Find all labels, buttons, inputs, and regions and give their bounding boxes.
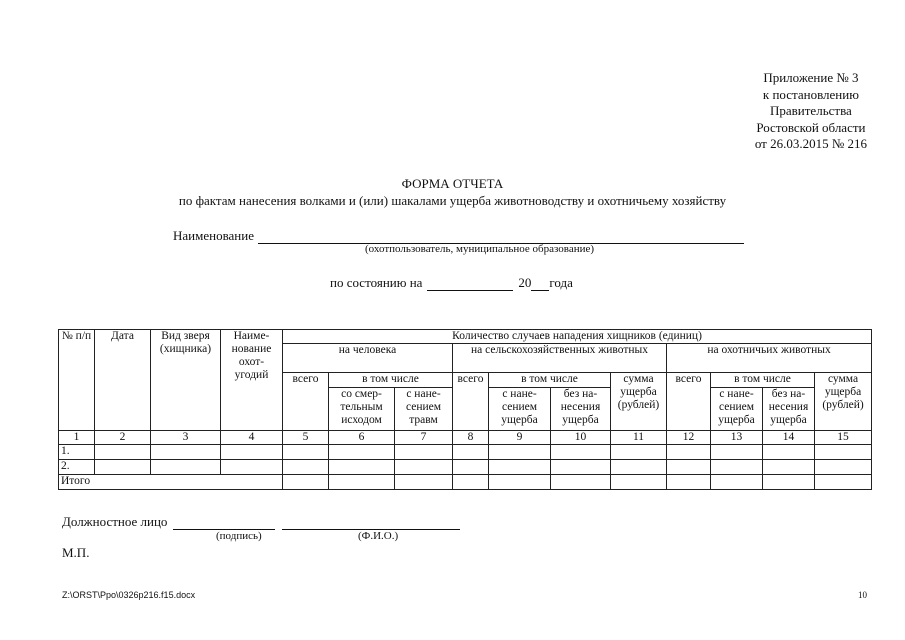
- table-cell[interactable]: [489, 475, 551, 490]
- header-human-including: в том числе: [329, 373, 453, 388]
- as-of-year-line[interactable]: [531, 276, 549, 291]
- appendix-line-1: Приложение № 3: [763, 70, 859, 85]
- table-cell[interactable]: [95, 460, 151, 475]
- name-input-line[interactable]: [258, 229, 744, 244]
- as-of-date-line[interactable]: [427, 276, 513, 291]
- table-cell[interactable]: [453, 460, 489, 475]
- table-cell[interactable]: [489, 445, 551, 460]
- table-cell[interactable]: [551, 460, 611, 475]
- table-cell[interactable]: [611, 475, 667, 490]
- page-number: 10: [858, 590, 867, 600]
- column-number-row: [59, 431, 872, 445]
- header-hunt-no-damage: без на- несения ущерба: [763, 388, 815, 431]
- column-number: 13: [711, 431, 763, 445]
- table-cell[interactable]: [763, 460, 815, 475]
- header-farm-damage: с нане- сением ущерба: [489, 388, 551, 431]
- form-title: ФОРМА ОТЧЕТА: [401, 176, 504, 191]
- as-of-label: по состоянию на: [330, 275, 423, 290]
- header-date: Дата: [95, 330, 151, 431]
- column-number: 1: [59, 431, 95, 445]
- column-number: 14: [763, 431, 815, 445]
- signature-row: [62, 514, 460, 530]
- table-row: [59, 460, 872, 475]
- header-hunt-including: в том числе: [711, 373, 815, 388]
- table-cell[interactable]: [329, 460, 395, 475]
- appendix-line-5: от 26.03.2015 № 216: [754, 136, 867, 151]
- as-of-suffix: года: [549, 275, 573, 290]
- table-cell[interactable]: [711, 475, 763, 490]
- header-farm-including: в том числе: [489, 373, 611, 388]
- table-cell[interactable]: [763, 475, 815, 490]
- header-farm-no-damage: без на- несения ущерба: [551, 388, 611, 431]
- table-cell[interactable]: [667, 460, 711, 475]
- header-num: № п/п: [59, 330, 95, 431]
- table-cell[interactable]: [151, 445, 221, 460]
- header-on-game-animals: на охотничьих животных: [667, 344, 872, 373]
- column-number: 4: [221, 431, 283, 445]
- table-row: [59, 445, 872, 460]
- fio-line[interactable]: [282, 515, 460, 530]
- header-attack-count: Количество случаев нападения хищников (единиц): [283, 330, 872, 344]
- table-cell[interactable]: [489, 460, 551, 475]
- table-cell[interactable]: [95, 445, 151, 460]
- table-cell[interactable]: [453, 475, 489, 490]
- appendix-block: [755, 70, 867, 153]
- column-number: 7: [395, 431, 453, 445]
- column-number: 8: [453, 431, 489, 445]
- column-number: 2: [95, 431, 151, 445]
- as-of-row: [330, 275, 573, 291]
- table-cell[interactable]: [151, 460, 221, 475]
- column-number: 3: [151, 431, 221, 445]
- name-hint: (охотпользователь, муниципальное образование): [365, 243, 595, 255]
- table-cell[interactable]: [395, 475, 453, 490]
- header-species: Вид зверя (хищника): [151, 330, 221, 431]
- table-cell[interactable]: [329, 445, 395, 460]
- header-hunt-total: всего: [667, 373, 711, 431]
- appendix-line-2: к постановлению: [762, 86, 859, 102]
- row-number: 1.: [59, 445, 95, 460]
- table-cell[interactable]: [395, 460, 453, 475]
- column-number: 12: [667, 431, 711, 445]
- header-injury: с нане- сением травм: [395, 388, 453, 431]
- official-label: Должностное лицо: [62, 514, 168, 529]
- total-label: Итого: [59, 475, 283, 490]
- signature-hint: (подпись): [216, 530, 262, 542]
- fio-hint: (Ф.И.О.): [358, 530, 399, 542]
- total-row: [59, 475, 872, 490]
- table-cell[interactable]: [815, 475, 872, 490]
- table-cell[interactable]: [611, 445, 667, 460]
- table-cell[interactable]: [667, 445, 711, 460]
- table-cell[interactable]: [815, 445, 872, 460]
- table-cell[interactable]: [667, 475, 711, 490]
- column-number: 15: [815, 431, 872, 445]
- name-label: Наименование: [173, 228, 254, 243]
- header-fatal: со смер- тельным исходом: [329, 388, 395, 431]
- file-path: Z:\ORST\Ppo\0326p216.f15.docx: [62, 590, 196, 600]
- column-number: 10: [551, 431, 611, 445]
- column-number: 9: [489, 431, 551, 445]
- table-cell[interactable]: [395, 445, 453, 460]
- column-number: 6: [329, 431, 395, 445]
- header-on-farm-animals: на сельскохозяйственных животных: [453, 344, 667, 373]
- header-hunt-sum: сумма ущерба (рублей): [815, 373, 872, 431]
- row-number: 2.: [59, 460, 95, 475]
- table-cell[interactable]: [711, 445, 763, 460]
- table-cell[interactable]: [815, 460, 872, 475]
- header-on-human: на человека: [283, 344, 453, 373]
- header-hunt-damage: с нане- сением ущерба: [711, 388, 763, 431]
- table-cell[interactable]: [551, 445, 611, 460]
- signature-line[interactable]: [173, 515, 275, 530]
- table-cell[interactable]: [283, 460, 329, 475]
- header-farm-sum: сумма ущерба (рублей): [611, 373, 667, 431]
- report-table: [58, 329, 872, 490]
- table-cell[interactable]: [763, 445, 815, 460]
- table-cell[interactable]: [283, 445, 329, 460]
- column-number: 5: [283, 431, 329, 445]
- header-human-total: всего: [283, 373, 329, 431]
- header-hunting-land: Наиме- нование охот- угодий: [221, 330, 283, 431]
- table-cell[interactable]: [711, 460, 763, 475]
- table-cell[interactable]: [453, 445, 489, 460]
- form-subtitle: по фактам нанесения волками и (или) шакалами ущерба животноводству и охотничьему хозяйству: [178, 193, 727, 208]
- appendix-line-3: Правительства: [770, 103, 852, 118]
- as-of-year: 20: [518, 275, 532, 290]
- table-cell[interactable]: [329, 475, 395, 490]
- table-cell[interactable]: [221, 460, 283, 475]
- appendix-line-4: Ростовской области: [756, 119, 866, 135]
- header-farm-total: всего: [453, 373, 489, 431]
- column-number: 11: [611, 431, 667, 445]
- table-cell[interactable]: [221, 445, 283, 460]
- name-field-row: [173, 228, 744, 244]
- table-cell[interactable]: [611, 460, 667, 475]
- table-cell[interactable]: [283, 475, 329, 490]
- table-cell[interactable]: [551, 475, 611, 490]
- stamp-place-label: М.П.: [62, 545, 90, 560]
